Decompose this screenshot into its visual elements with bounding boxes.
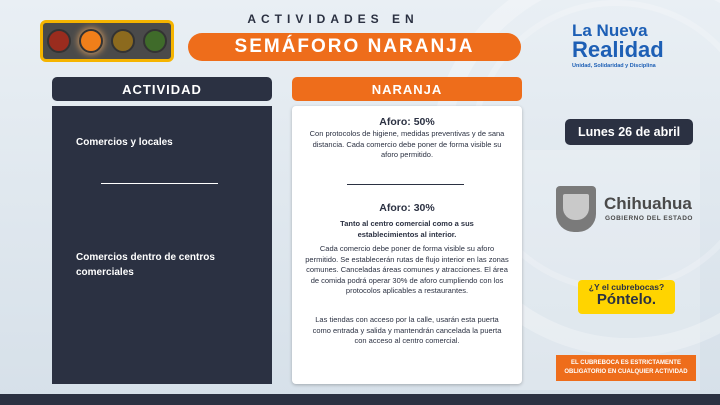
details-panel xyxy=(292,106,522,384)
government-logo xyxy=(556,186,706,236)
activity-item: Comercios dentro de centros comerciales xyxy=(76,252,215,278)
detail-divider xyxy=(347,184,464,185)
header-title-bar xyxy=(188,33,521,61)
header-title: SEMÁFORO NARANJA xyxy=(234,36,475,57)
date-badge xyxy=(565,119,693,145)
mandatory-mask-note xyxy=(556,355,696,381)
government-name: Chihuahua xyxy=(604,194,692,213)
detail-title: Aforo: 30% xyxy=(379,202,435,214)
bottom-bar xyxy=(0,394,720,405)
red-lamp-icon xyxy=(47,29,71,53)
mandatory-note-line2: OBLIGATORIO EN CUALQUIER ACTIVIDAD xyxy=(564,369,688,375)
activity-divider xyxy=(101,183,218,184)
activity-column-header-label: ACTIVIDAD xyxy=(122,81,202,97)
detail-text: Cada comercio debe poner de forma visible su aforo permitido. Se establecerán rutas de flujo interior en las zonas comunes. Canceladas áreas comunes y atracciones. El área de comida podrá operar 30% de aforo cumpliendo con los protocolos aplicables a restaurantes. xyxy=(305,244,509,295)
naranja-column-header-label: NARANJA xyxy=(371,81,443,97)
activity-item: Comercios y locales xyxy=(76,137,173,148)
nueva-realidad-logo xyxy=(572,22,682,69)
coat-of-arms-icon xyxy=(556,186,596,232)
activities-panel xyxy=(52,106,272,384)
government-subtitle: GOBIERNO DEL ESTADO xyxy=(605,215,693,222)
naranja-column-header xyxy=(292,77,522,101)
detail-title: Aforo: 50% xyxy=(379,116,435,128)
detail-bold-text: Tanto al centro comercial como a sus establecimientos al interior. xyxy=(340,219,474,239)
date-label: Lunes 26 de abril xyxy=(577,125,681,139)
mandatory-note-line1: EL CUBREBOCA ES ESTRICTAMENTE xyxy=(571,360,681,366)
brand-line1: La Nueva xyxy=(572,21,648,40)
header-subtitle: ACTIVIDADES EN xyxy=(247,12,419,26)
green-lamp-icon xyxy=(143,29,167,53)
traffic-light-icon xyxy=(40,20,174,62)
mask-badge-line2: Póntelo. xyxy=(596,291,657,308)
detail-text: Con protocolos de higiene, medidas preventivas y de sana distancia. Cada comercio debe poner de forma visible su aforo permitido. xyxy=(309,129,505,159)
mask-badge-line1: ¿Y el cubrebocas? xyxy=(588,282,665,292)
detail-text-secondary: Las tiendas con acceso por la calle, usarán esta puerta como entrada y salida y mantendrán cancelada la puerta con acceso al centro comercial. xyxy=(312,315,502,345)
brand-line2: Realidad xyxy=(572,37,664,62)
yellow-lamp-icon xyxy=(111,29,135,53)
orange-lamp-icon xyxy=(79,29,103,53)
brand-tagline: Unidad, Solidaridad y Disciplina xyxy=(572,63,656,69)
mask-campaign-badge xyxy=(578,280,675,314)
activity-column-header xyxy=(52,77,272,101)
